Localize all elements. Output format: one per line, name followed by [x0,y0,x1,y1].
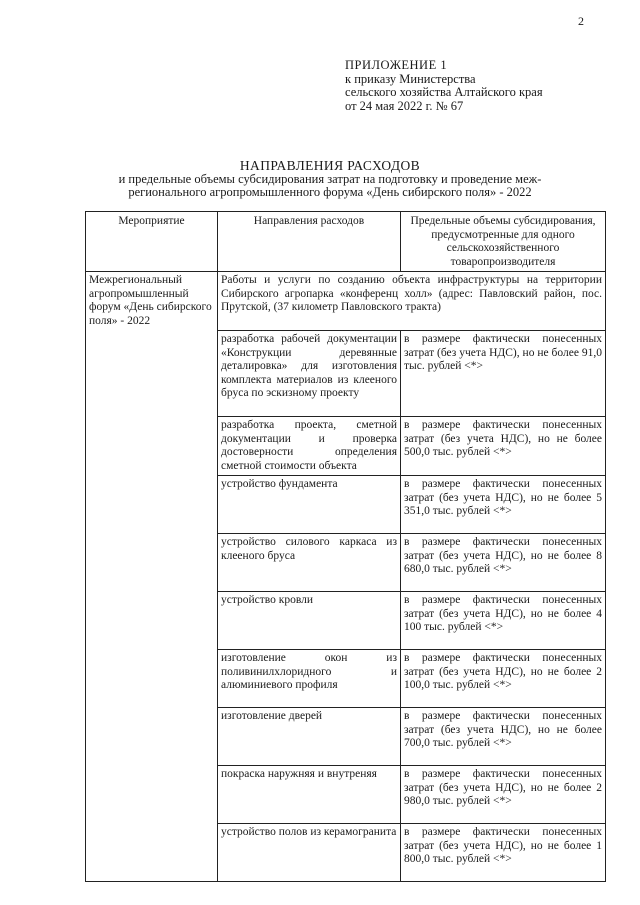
appendix-order: к приказу Министерства [345,71,476,86]
limit-cell: в размере фактически понесенных затрат (без учета НДС), но не более 8 680,0 тыс. рублей <*> [401,534,606,592]
direction-cell: разработка рабочей документации «Конструкции деревянные деталировка» для изготовления комплекта материалов из клееного бруса по эскизному проекту [218,331,401,417]
page-number: 2 [578,14,584,28]
direction-cell: устройство силового каркаса из клееного бруса [218,534,401,592]
appendix-ministry: сельского хозяйства Алтайского края [345,85,543,99]
expenses-table [85,211,606,882]
header-limit: Предельные объемы субсидирования, предусмотренные для одного сельскохозяйственного товаропроизводителя [401,212,606,272]
limit-cell: в размере фактически понесенных затрат (без учета НДС), но не более 500,0 тыс. рублей <*> [401,417,606,476]
limit-cell: в размере фактически понесенных затрат (без учета НДС), но не более 1 800,0 тыс. рублей <*> [401,824,606,882]
direction-cell: покраска наружняя и внутреняя [218,766,401,824]
appendix-date: от 24 мая 2022 г. № 67 [345,98,464,113]
direction-cell: устройство фундамента [218,476,401,534]
appendix-title: ПРИЛОЖЕНИЕ 1 [345,58,448,72]
direction-cell: изготовление окон из поливинилхлоридного и алюминиевого профиля [218,650,401,708]
document-title [60,159,600,200]
limit-cell: в размере фактически понесенных затрат (без учета НДС), но не более 4 100 тыс. рублей <*> [401,592,606,650]
table-header-row [86,212,606,272]
limit-cell: в размере фактически понесенных затрат (без учета НДС), но не более 2 100,0 тыс. рублей <*> [401,650,606,708]
title-line-3: регионального агропромышленного форума «День сибирского поля» - 2022 [128,185,532,199]
title-main: НАПРАВЛЕНИЯ РАСХОДОВ [239,158,421,173]
direction-cell: устройство полов из керамогранита [218,824,401,882]
header-direction: Направления расходов [218,212,401,272]
title-line-2: и предельные объемы субсидирования затрат на подготовку и проведение меж- [118,171,542,186]
limit-cell: в размере фактически понесенных затрат (без учета НДС), но не более 5 351,0 тыс. рублей <*> [401,476,606,534]
direction-cell: изготовление дверей [218,708,401,766]
event-cell: Межрегиональный агропромышленный форум «День сибирского поля» - 2022 [86,272,218,882]
group-cell: Работы и услуги по созданию объекта инфраструктуры на территории Сибирского агропарка «конференц холл» (адрес: Павловский район, пос. Прутской, (37 километр Павловского тракта) [218,272,606,331]
limit-cell: в размере фактически понесенных затрат (без учета НДС), но не более 91,0 тыс. рублей <*> [401,331,606,417]
table-row-group [86,272,606,331]
limit-cell: в размере фактически понесенных затрат (без учета НДС), но не более 700,0 тыс. рублей <*> [401,708,606,766]
limit-cell: в размере фактически понесенных затрат (без учета НДС), но не более 2 980,0 тыс. рублей <*> [401,766,606,824]
header-event: Мероприятие [86,212,218,272]
appendix-block [345,59,543,113]
direction-cell: разработка проекта, сметной документации и проверка достоверности определения сметной стоимости объекта [218,417,401,476]
direction-cell: устройство кровли [218,592,401,650]
